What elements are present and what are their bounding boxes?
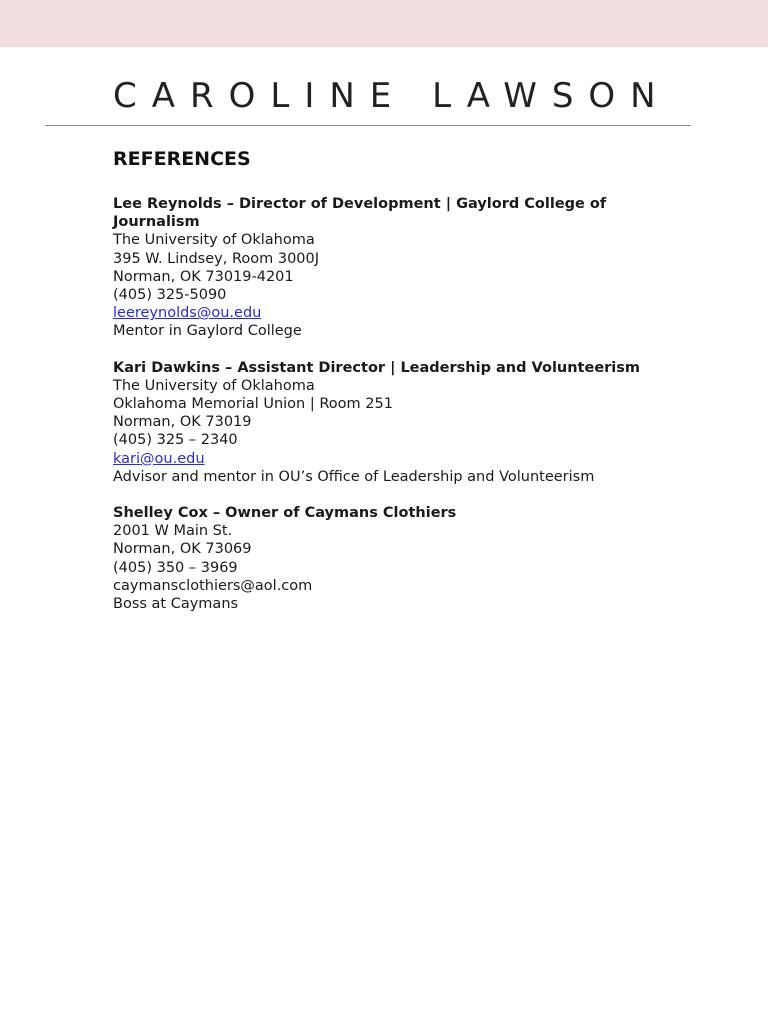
reference-entry-kari-dawkins [113, 359, 673, 486]
reference-phone: (405) 325 – 2340 [113, 432, 238, 449]
reference-relationship: Advisor and mentor in OU’s Office of Leadership and Volunteerism [113, 468, 595, 485]
reference-email-link[interactable]: leereynolds@ou.edu [113, 305, 262, 322]
reference-heading: Shelley Cox – Owner of Caymans Clothiers [113, 505, 457, 522]
reference-phone: (405) 325-5090 [113, 287, 227, 304]
reference-email-link[interactable]: kari@ou.edu [113, 450, 205, 467]
reference-address: Oklahoma Memorial Union | Room 251 [113, 396, 393, 413]
section-title: REFERENCES [113, 148, 251, 170]
reference-city-state-zip: Norman, OK 73019 [113, 414, 252, 431]
reference-entry-lee-reynolds [113, 195, 673, 341]
top-accent-band [0, 0, 768, 47]
reference-relationship: Mentor in Gaylord College [113, 323, 302, 340]
reference-heading: Kari Dawkins – Assistant Director | Leadership and Volunteerism [113, 359, 641, 376]
reference-city-state-zip: Norman, OK 73019-4201 [113, 268, 294, 285]
header-divider [45, 125, 691, 126]
reference-phone: (405) 350 – 3969 [113, 559, 238, 576]
reference-heading: Lee Reynolds – Director of Development | Gaylord College of Journalism [113, 196, 607, 231]
reference-organization: The University of Oklahoma [113, 377, 315, 394]
reference-entry-shelley-cox [113, 504, 673, 613]
reference-city-state-zip: Norman, OK 73069 [113, 541, 252, 558]
reference-address: 2001 W Main St. [113, 523, 233, 540]
references-list [113, 195, 673, 631]
reference-organization: The University of Oklahoma [113, 232, 315, 249]
reference-email: caymansclothiers@aol.com [113, 577, 313, 594]
reference-relationship: Boss at Caymans [113, 596, 239, 613]
reference-address: 395 W. Lindsey, Room 3000J [113, 250, 320, 267]
candidate-name: CAROLINE LAWSON [113, 76, 671, 116]
